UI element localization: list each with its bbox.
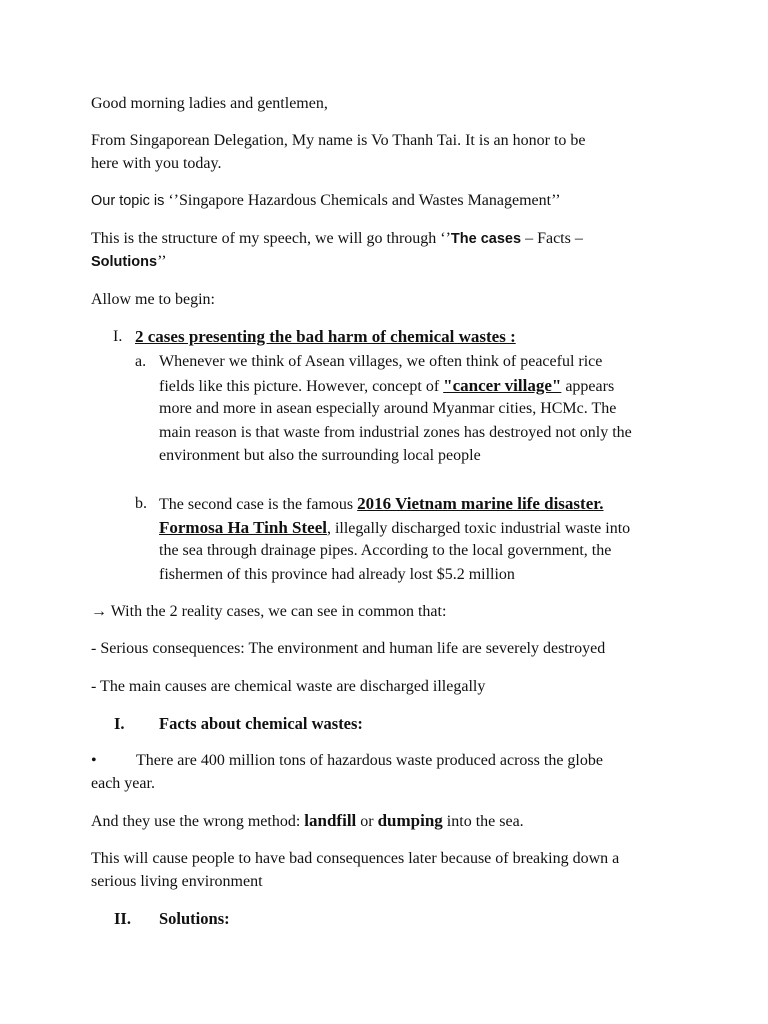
item-a-line-4: main reason is that waste from industrial zones has destroyed not only the: [159, 424, 632, 441]
structure-line-1: [91, 227, 583, 251]
item-a-line-1: Whenever we think of Asean villages, we often think of peaceful rice: [159, 353, 603, 370]
item-b-l2-post: , illegally discharged toxic industrial waste into: [326, 520, 631, 537]
greeting-text: Good morning ladies and gentlemen,: [91, 95, 328, 112]
landfill-term: landfill: [304, 811, 357, 830]
structure-solutions: Solutions: [91, 254, 158, 270]
section1-title: 2 cases presenting the bad harm of chemical wastes :: [135, 327, 516, 346]
section3-title: Solutions:: [159, 909, 230, 928]
section2-number: I.: [114, 714, 125, 733]
structure-cases: The cases: [450, 231, 522, 247]
consequence-line-2: serious living environment: [91, 873, 263, 890]
item-a-line-2: [159, 374, 614, 399]
fact-line-1: There are 400 million tons of hazardous waste produced across the globe: [136, 752, 603, 769]
structure-suffix: ’’: [157, 253, 167, 270]
item-b-line-2: [159, 516, 630, 541]
conclusion-point-1: - Serious consequences: The environment and human life are severely destroyed: [91, 640, 606, 657]
item-b-l1-pre: The second case is the famous: [159, 496, 358, 513]
conclusion-point-2: - The main causes are chemical waste are discharged illegally: [91, 678, 486, 695]
intro-line-2: here with you today.: [91, 155, 222, 172]
conclusion-text: With the 2 reality cases, we can see in common that:: [107, 603, 447, 620]
structure-middle: – Facts –: [521, 230, 583, 247]
conclusion-line: [91, 600, 446, 623]
item-a-l2-post: appears: [561, 378, 615, 395]
section2-title: Facts about chemical wastes:: [159, 714, 363, 733]
method-pre: And they use the wrong method:: [91, 813, 305, 830]
fact-bullet: •: [91, 752, 97, 769]
cancer-village-term: "cancer village": [443, 376, 562, 395]
method-or: or: [356, 813, 378, 830]
method-post: into the sea.: [442, 813, 524, 830]
arrow-icon: →: [91, 603, 107, 620]
consequence-line-1: This will cause people to have bad consequences later because of breaking down a: [91, 850, 620, 867]
item-a-line-5: environment but also the surrounding local people: [159, 447, 481, 464]
fact-line-2: each year.: [91, 775, 155, 792]
item-a-marker: a.: [135, 353, 147, 370]
marine-disaster-term: 2016 Vietnam marine life disaster.: [357, 494, 604, 513]
section3-number: II.: [114, 909, 131, 928]
topic-paragraph: [91, 189, 561, 213]
intro-line-1: From Singaporean Delegation, My name is Vo Thanh Tai. It is an honor to be: [91, 132, 586, 149]
topic-label: Our topic is: [91, 193, 165, 209]
dumping-term: dumping: [377, 811, 443, 830]
item-b-line-4: fishermen of this province had already lost $5.2 million: [159, 566, 515, 583]
topic-text: ‘’Singapore Hazardous Chemicals and Wastes Management’’: [164, 192, 561, 209]
section1-number: I.: [113, 328, 123, 345]
structure-line-2: [91, 250, 167, 274]
begin-text: Allow me to begin:: [91, 291, 215, 308]
structure-prefix: This is the structure of my speech, we will go through ‘’: [91, 230, 451, 247]
item-b-line-3: the sea through drainage pipes. According to the local government, the: [159, 542, 612, 559]
method-paragraph: [91, 809, 524, 833]
item-b-marker: b.: [135, 495, 147, 512]
item-b-line-1: [159, 492, 603, 517]
item-a-line-3: more and more in asean especially around Myanmar cities, HCMc. The: [159, 400, 617, 417]
formosa-term: Formosa Ha Tinh Steel: [159, 518, 327, 537]
item-a-l2-pre: fields like this picture. However, concept of: [159, 378, 444, 395]
